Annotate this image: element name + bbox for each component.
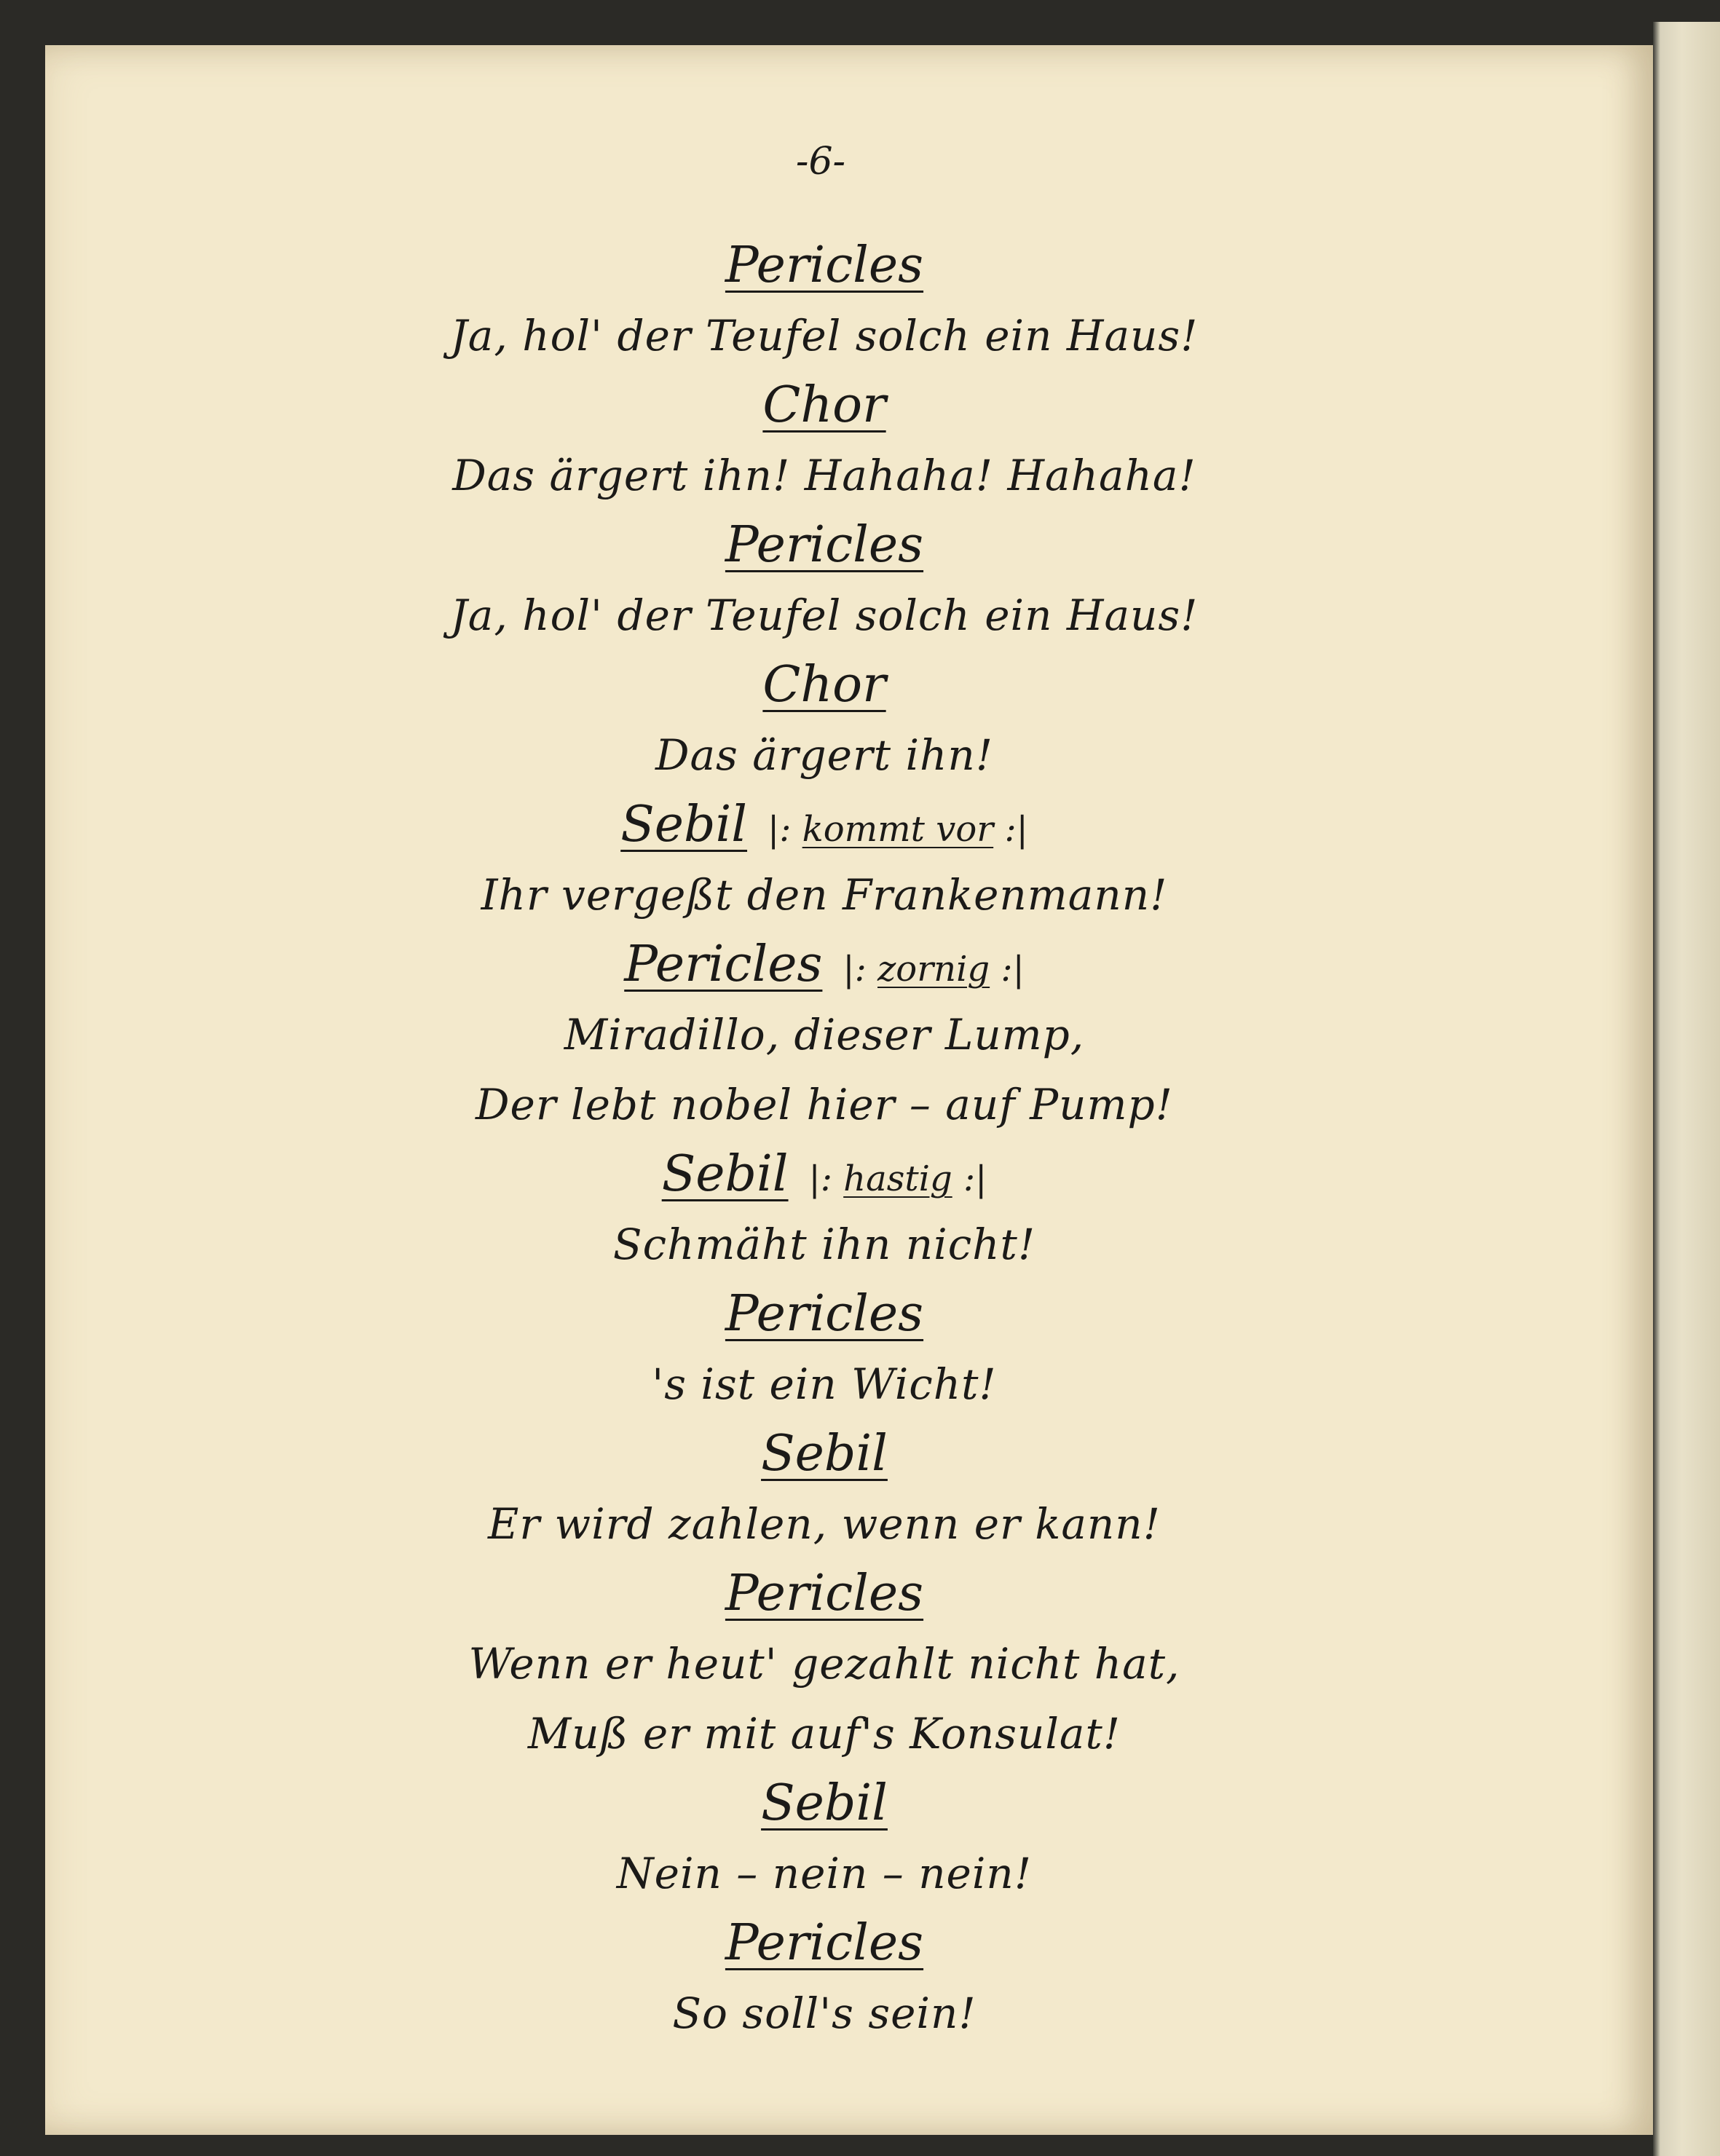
speaker-name: Pericles — [725, 237, 924, 294]
stage-direction-text: hastig — [843, 1158, 952, 1199]
speaker-name: Pericles — [725, 1285, 924, 1343]
speaker-heading — [336, 510, 1312, 580]
speaker-name: Sebil — [620, 796, 748, 853]
dialogue-line: Wenn er heut' gezahlt nicht hat, — [468, 1639, 1180, 1689]
script-lines — [336, 231, 1312, 2048]
speaker-heading — [336, 1769, 1312, 1839]
page-number: -6- — [795, 140, 846, 183]
speaker-name: Chor — [762, 376, 886, 434]
speaker-heading — [336, 1419, 1312, 1489]
speaker-name: Pericles — [624, 936, 823, 993]
speaker-heading — [336, 930, 1312, 1000]
dialogue-line: Ja, hol' der Teufel solch ein Haus! — [450, 311, 1199, 360]
dialogue-line: Nein – nein – nein! — [616, 1849, 1033, 1898]
stage-direction-text: kommt vor — [802, 809, 994, 850]
speaker-heading — [336, 790, 1312, 860]
speaker-name: Sebil — [661, 1145, 789, 1203]
dialogue-line: So soll's sein! — [672, 1989, 977, 2038]
speaker-name: Pericles — [725, 516, 924, 574]
dialogue-line: Ihr vergeßt den Frankenmann! — [481, 870, 1168, 920]
speaker-heading — [336, 1140, 1312, 1209]
stage-direction-text: zornig — [877, 949, 990, 990]
stage-direction: |: hastig :| — [808, 1158, 987, 1199]
next-page-edge — [1653, 22, 1720, 2156]
dialogue-line: Das ärgert ihn! — [655, 730, 994, 780]
dialogue-line: Miradillo, dieser Lump, — [564, 1010, 1085, 1059]
speaker-heading — [336, 1279, 1312, 1349]
manuscript-page — [45, 45, 1654, 2135]
dialogue-line: Schmäht ihn nicht! — [612, 1220, 1036, 1269]
speaker-name: Sebil — [761, 1425, 888, 1482]
speaker-name: Chor — [762, 656, 886, 714]
stage-direction: |: kommt vor :| — [768, 809, 1028, 850]
speaker-heading — [336, 1559, 1312, 1629]
dialogue-line: Ja, hol' der Teufel solch ein Haus! — [450, 591, 1199, 640]
dialogue-line: Der lebt nobel hier – auf Pump! — [476, 1080, 1173, 1129]
speaker-heading — [336, 231, 1312, 301]
speaker-heading — [336, 371, 1312, 441]
dialogue-line: Das ärgert ihn! Hahaha! Hahaha! — [452, 451, 1196, 500]
speaker-name: Pericles — [725, 1914, 924, 1972]
stage-direction: |: zornig :| — [843, 949, 1025, 990]
speaker-name: Sebil — [761, 1774, 888, 1832]
dialogue-line: 's ist ein Wicht! — [652, 1359, 997, 1409]
speaker-heading — [336, 1908, 1312, 1978]
dialogue-line: Er wird zahlen, wenn er kann! — [488, 1499, 1161, 1549]
dialogue-line: Muß er mit auf's Konsulat! — [527, 1709, 1121, 1758]
speaker-name: Pericles — [725, 1565, 924, 1622]
speaker-heading — [336, 650, 1312, 720]
